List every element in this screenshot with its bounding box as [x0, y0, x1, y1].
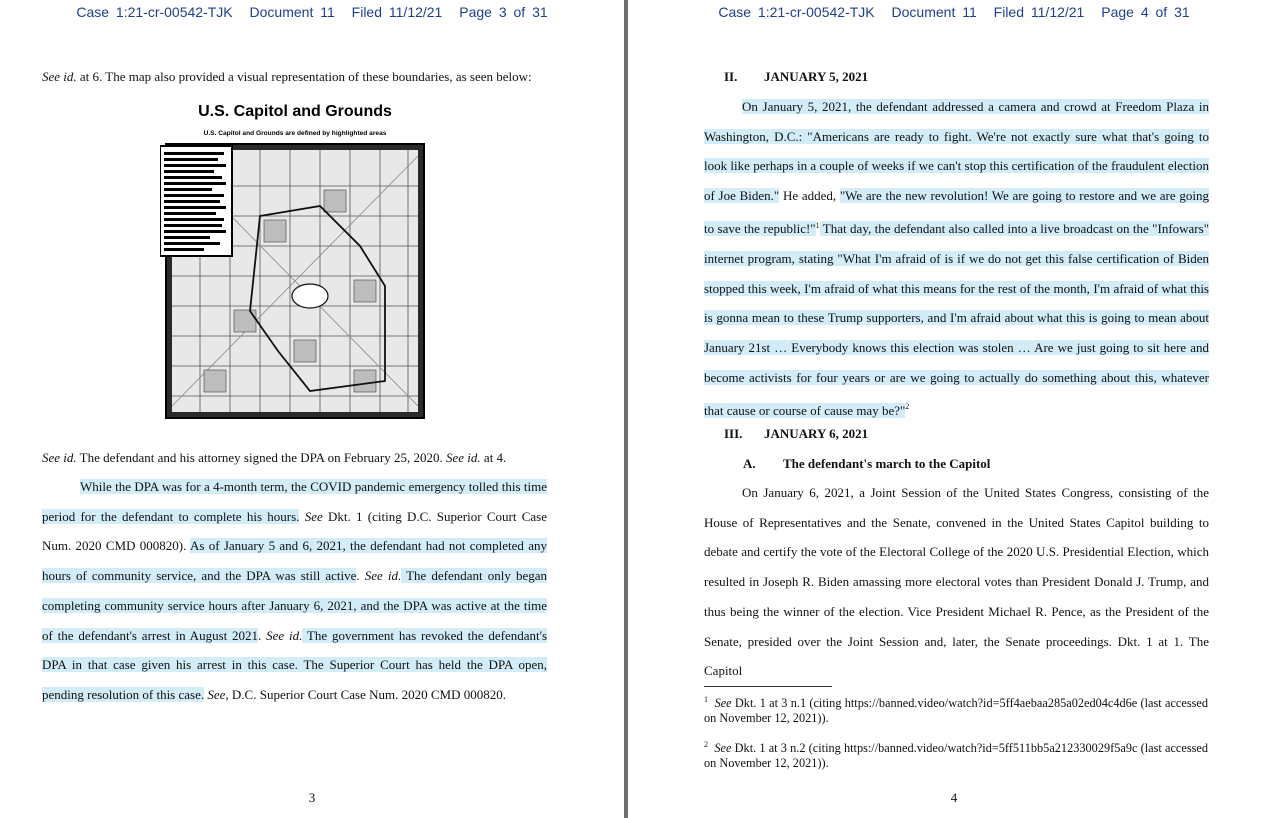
citation-signal: See: [207, 686, 226, 702]
highlighted-text: That day, the defendant also called into a live broadcast on the "Infowars" internet program, stating "What I'm afraid of is if we do not get this false certification of Biden stopped this week, I'm afraid of what this means for the rest of the month, I'm afraid of what this is gonna mean to these Trump supporters, and I'm afraid about what this is going to mean about January 21st … Everybody knows this election was stolen … Are we just going to sit here and become activists for four years or are we going to actually do something about this, whatever that cause or course of cause may be?": [704, 221, 1209, 418]
highlighted-text: On January 5, 2021, the defendant addressed a camera and crowd at Freedom Plaza in Washington, D.C.: "Americans are ready to fight. We're not exactly sure what that's going to look like perhaps in a couple of weeks if we can't stop this certification of the fraudulent election of Joe Biden.": [704, 99, 1209, 204]
citation-signal: See: [714, 696, 732, 711]
footnote-text: Dkt. 1 at 3 n.1 (citing https://banned.video/watch?id=5ff4aebaa285a02ed04c4d6e (last accessed on November 12, 2021)).: [704, 696, 1208, 726]
jan5-paragraph: [704, 92, 1209, 425]
case-number: Case 1:21-cr-00542-TJK: [76, 4, 233, 20]
page-number: 4: [950, 790, 958, 805]
citation-signal: See: [714, 741, 732, 756]
citation-signal: See id.: [42, 450, 77, 465]
body-text: He added,: [779, 188, 840, 204]
section-number: II.: [724, 69, 738, 84]
page-header: [0, 4, 624, 20]
section-title: JANUARY 6, 2021: [764, 426, 869, 441]
highlighted-text: The government has revoked the defendant's DPA in that case given his arrest in this case. The Superior Court has held the DPA open, pending resolution of this case.: [42, 627, 548, 702]
citation-text: , D.C. Superior Court Case Num. 2020 CMD 000820.: [225, 686, 506, 702]
footnote-1: [704, 692, 1208, 726]
subsection-heading-a: [743, 456, 990, 472]
page-indicator: Page 3 of 31: [459, 4, 548, 20]
punctuation: .: [258, 627, 267, 643]
citation-text: Dkt. 1 (citing D.C. Superior Court Case Num. 2020 CMD 000820).: [42, 508, 547, 554]
footnote-number: 2: [704, 740, 708, 749]
intro-text: at 6. The map also provided a visual representation of these boundaries, as seen below:: [76, 69, 532, 84]
footnote-2: [704, 737, 1208, 771]
subsection-title: The defendant's march to the Capitol: [783, 456, 991, 471]
footnote-text: Dkt. 1 at 3 n.2 (citing https://banned.video/watch?id=5ff511bb5a212330029f5a9c (last accessed on November 12, 2021)).: [704, 741, 1208, 771]
footnote-divider: [704, 686, 832, 687]
body-text: On January 6, 2021, a Joint Session of the United States Congress, consisting of the House of Representatives and the Senate, convened in the United States Capitol building to debate and certify the vote of the Electoral College of the 2020 U.S. Presidential Election, which resulted in Joseph R. Biden amassing more electoral votes than President Donald J. Trump, and thus being the winner of the election. Vice President Michael R. Pence, as the President of the Senate, presided over the Joint Session and, later, the Senate proceedings. Dkt. 1 at 1. The Capitol: [704, 485, 1209, 679]
subsection-number: A.: [743, 456, 756, 471]
citation-signal: See id.: [446, 450, 481, 465]
section-number: III.: [724, 426, 743, 441]
page-indicator: Page 4 of 31: [1101, 4, 1190, 20]
post-map-line: [42, 443, 582, 472]
jan6-paragraph: [704, 478, 1209, 686]
footnote-number: 1: [704, 695, 708, 704]
filed-date: Filed 11/12/21: [993, 4, 1085, 20]
page-header: [628, 4, 1280, 20]
capitol-grounds-map: [160, 96, 430, 422]
pin-cite: at 4.: [480, 450, 507, 465]
page-3: [0, 0, 624, 818]
page-4: [628, 0, 1280, 818]
citation-signal: See id.: [364, 568, 402, 584]
page-number: 3: [308, 790, 316, 805]
intro-line: [42, 62, 582, 91]
highlighted-text: As of January 5 and 6, 2021, the defendant had not completed any hours of community service, and the DPA was still active: [42, 538, 548, 584]
section-title: JANUARY 5, 2021: [764, 69, 869, 84]
map-title: U.S. Capitol and Grounds: [198, 103, 392, 120]
citation-signal: See id.: [42, 69, 77, 84]
footnote-ref-2[interactable]: 2: [905, 402, 910, 412]
case-number: Case 1:21-cr-00542-TJK: [718, 4, 875, 20]
document-number: Document 11: [249, 4, 335, 20]
footnote-ref-1[interactable]: 1: [815, 220, 820, 230]
citation-signal: See: [304, 508, 323, 524]
highlighted-text: The defendant only began completing community service hours after January 6, 2021, and the DPA was active at the time of the defendant's arrest in August 2021: [42, 568, 548, 643]
citation-signal: See id.: [266, 627, 303, 643]
dpa-paragraph: [42, 472, 547, 710]
filed-date: Filed 11/12/21: [351, 4, 443, 20]
punctuation: .: [356, 568, 365, 584]
dpa-signed-text: The defendant and his attorney signed the DPA on February 25, 2020.: [76, 450, 447, 465]
map-subtitle: U.S. Capitol and Grounds are defined by highlighted areas: [203, 130, 387, 137]
section-heading-iii: [724, 426, 868, 442]
highlighted-text: While the DPA was for a 4-month term, the COVID pandemic emergency tolled this time period for the defendant to complete his hours.: [42, 479, 547, 524]
document-number: Document 11: [891, 4, 977, 20]
highlighted-text: "We are the new revolution! We are going to restore and we are going to save the republic!": [704, 188, 1209, 237]
section-heading-ii: [724, 69, 868, 85]
